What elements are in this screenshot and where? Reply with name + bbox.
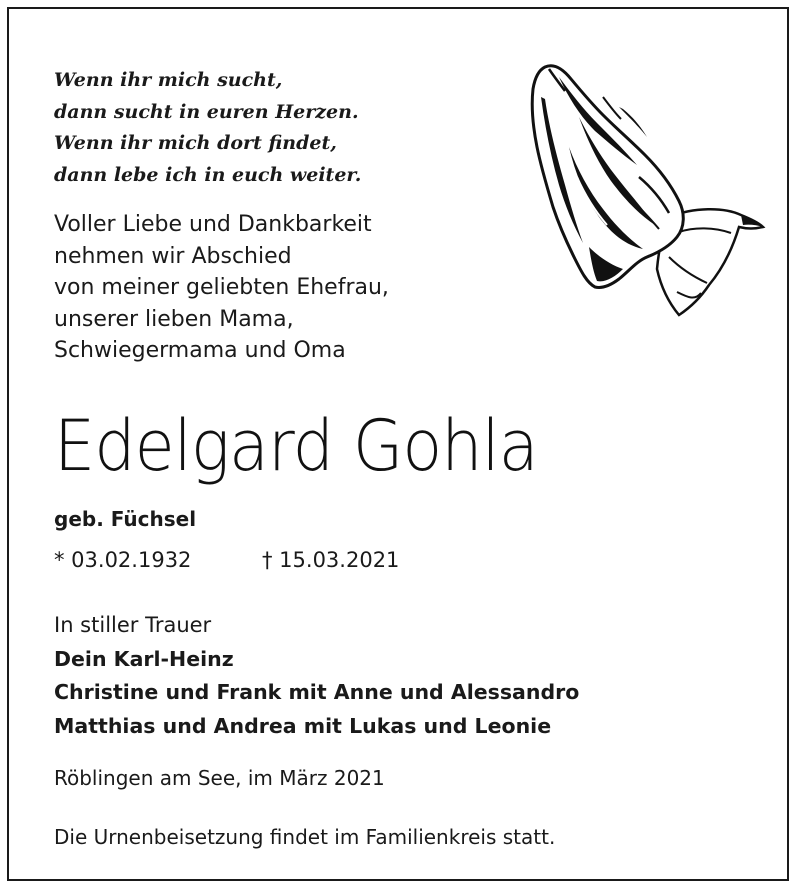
birth-name: geb. Füchsel [54,507,197,531]
praying-hands-icon [519,57,769,322]
poem-line: dann lebe ich in euch weiter. [54,163,362,186]
mourner-name: Christine und Frank mit Anne und Alessandro [54,680,580,704]
intro-line: von meiner geliebten Ehefrau, [54,275,389,300]
intro-line: Schwiegermama und Oma [54,338,346,363]
intro-line: nehmen wir Abschied [54,243,292,269]
place-date: Röblingen am See, im März 2021 [54,766,385,790]
poem-line: Wenn ihr mich sucht, [54,69,283,91]
death-date: † 15.03.2021 [262,548,400,572]
deceased-name: Edelgard Gohla [54,405,538,487]
burial-note: Die Urnenbeisetzung findet im Familienkreis statt. [54,825,556,849]
intro-line: Voller Liebe und Dankbarkeit [54,212,372,237]
poem-line: Wenn ihr mich dort findet, [54,132,337,154]
poem-line: dann sucht in euren Herzen. [54,100,359,123]
memorial-poem [54,65,361,191]
obituary-frame [7,7,789,881]
intro-line: unserer lieben Mama, [54,306,294,332]
birth-date: * 03.02.1932 [54,548,192,572]
mourners-block [54,609,579,743]
mourning-lead: In stiller Trauer [54,613,212,637]
farewell-intro [54,209,389,367]
mourner-name: Dein Karl-Heinz [54,646,234,671]
mourner-name: Matthias und Andrea mit Lukas und Leonie [54,713,552,738]
